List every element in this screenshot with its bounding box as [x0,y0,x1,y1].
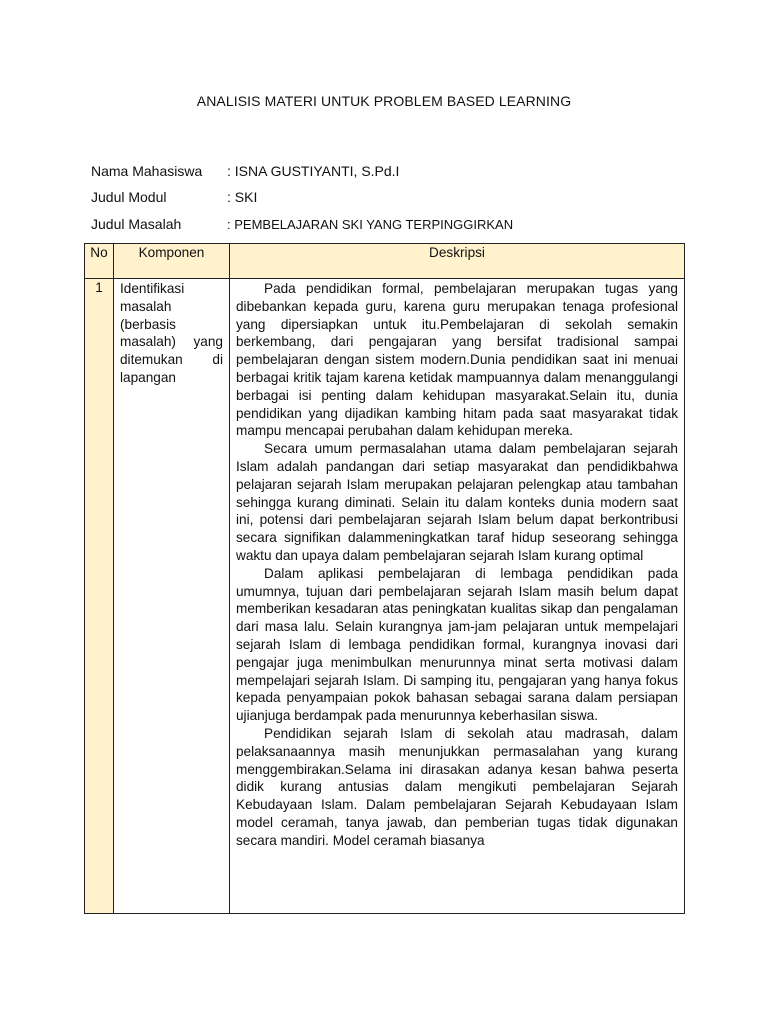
table-header-row [85,244,685,279]
meta-value-masalah: : PEMBELAJARAN SKI YANG TERPINGGIRKAN [227,217,514,232]
meta-row-modul [91,189,257,206]
deskripsi-paragraph: Secara umum permasalahan utama dalam pembelajaran sejarah Islam adalah pandangan dari setiap masyarakat dan pendidikbahwa pelajaran sejarah Islam merupakan pelajaran pelengkap atau tambahan sehingga kurang diminati. Selain itu dalam konteks dunia modern saat ini, potensi dari pembelajaran sejarah Islam belum dapat berkontribusi secara signifikan dalammeningkatkan taraf hidup seseorang sehingga waktu dan upaya dalam pembelajaran sejarah Islam kurang optimal [236,441,678,563]
header-deskripsi: Deskripsi [230,244,685,279]
row-number: 1 [85,279,114,914]
meta-value-modul: : SKI [227,189,258,205]
deskripsi-paragraph: Pada pendidikan formal, pembelajaran merupakan tugas yang dibebankan kepada guru, karena guru merupakan tenaga profesional yang dipersiapkan untuk itu.Pembelajaran di sekolah semakin berkembang, dari pengajaran yang bersifat tradisional sampai pembelajaran dengan sistem modern.Dunia pendidikan saat ini menuai berbagai kritik tajam karena ketidak mampuannya dalam menanggulangi berbagai isi penting dalam kehidupan masyarakat.Selain itu, dunia pendidikan yang dijadikan kambing hitam pada saat masyarakat tidak mampu mencapai perubahan dalam kehidupan mereka. [236,281,678,439]
analysis-table [84,243,685,914]
table-row [85,279,685,914]
deskripsi-paragraph: Pendidikan sejarah Islam di sekolah atau madrasah, dalam pelaksanaannya masih menunjukkan permasalahan yang kurang menggembirakan.Selama ini dirasakan adanya kesan bahwa peserta didik kurang antusias dalam mengikuti pembelajaran Sejarah Kebudayaan Islam. Dalam pembelajaran Sejarah Kebudayaan Islam model ceramah, tanya jawab, dan pemberian tugas tidak digunakan secara mandiri. Model ceramah biasanya [236,725,678,848]
meta-label-nama: Nama Mahasiswa [91,163,203,179]
deskripsi-cell [230,279,685,914]
document-title: ANALISIS MATERI UNTUK PROBLEM BASED LEARNING [196,93,572,109]
deskripsi-paragraph: Dalam aplikasi pembelajaran di lembaga pendidikan pada umumnya, tujuan dari pembelajaran sejarah Islam masih belum dapat memberikan kesadaran atas peningkatan kualitas sikap dan pengalaman dari masa lalu. Selain kurangnya jam-jam pelajaran untuk mempelajari sejarah Islam di lembaga pendidikan formal, kurangnya inovasi dari pengajar juga menimbulkan menurunnya minat serta motivasi dalam mempelajari sejarah Islam. Di samping itu, pengajaran yang hanya fokus kepada penyampaian pokok bahasan sebagai sarana dalam persiapan ujianjuga berdampak pada menurunnya keberhasilan siswa. [236,565,678,724]
header-komponen: Komponen [114,244,230,279]
komponen-cell: Identifikasi masalah (berbasis masalah) yang ditemukan di lapangan [114,279,230,914]
meta-label-masalah: Judul Masalah [91,216,182,232]
header-no: No [85,244,114,279]
meta-row-masalah [91,216,513,233]
meta-row-nama [91,163,399,180]
meta-value-nama: : ISNA GUSTIYANTI, S.Pd.I [227,163,400,179]
meta-label-modul: Judul Modul [91,189,167,205]
